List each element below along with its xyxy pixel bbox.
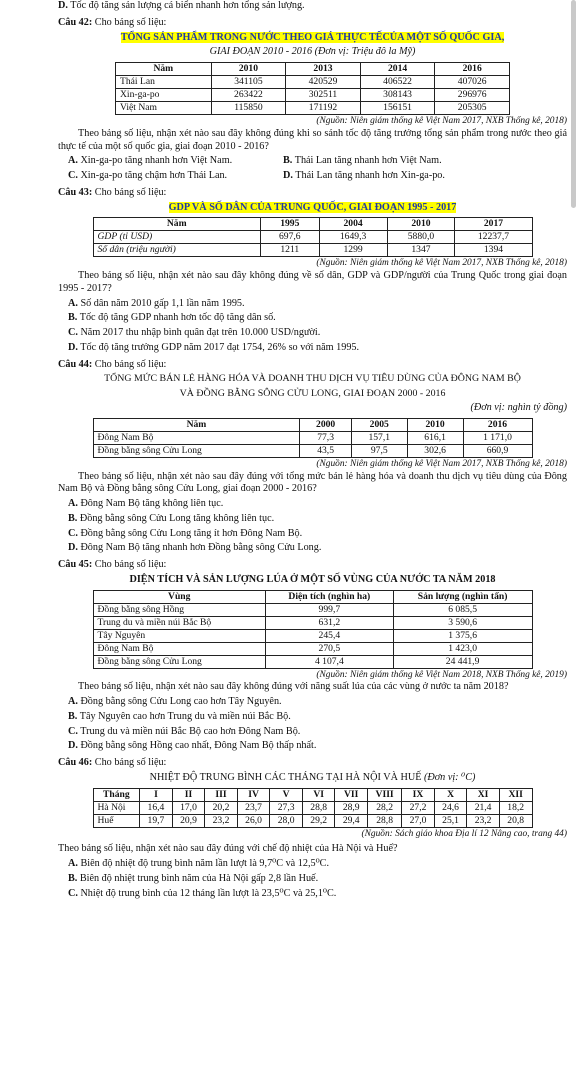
table-header-cell: 2010 bbox=[211, 63, 286, 76]
table-cell: 20,9 bbox=[172, 814, 205, 827]
row-label-cell: Tây Nguyên bbox=[93, 629, 266, 642]
table-header-row bbox=[116, 63, 510, 76]
table-cell: 420529 bbox=[286, 76, 361, 89]
table-source: (Nguồn: Niên giám thống kê Việt Nam 2018, NXB Thống kê, 2019) bbox=[316, 669, 567, 680]
table-cell: 20,8 bbox=[499, 814, 532, 827]
table-cell: 27,0 bbox=[402, 814, 435, 827]
table-cell: 17,0 bbox=[172, 801, 205, 814]
table-source: (Nguồn: Niên giám thống kê Việt Nam 2017, NXB Thống kê, 2018) bbox=[316, 258, 567, 269]
question-intro: Cho bảng số liệu: bbox=[94, 358, 167, 370]
table-cell: 3 590,6 bbox=[393, 616, 532, 629]
question-46 bbox=[58, 757, 567, 770]
table-header-cell: 2014 bbox=[360, 63, 435, 76]
table-header-cell: 2017 bbox=[455, 218, 532, 231]
table-row bbox=[93, 431, 532, 444]
table-row bbox=[116, 89, 510, 102]
table-cell: 999,7 bbox=[266, 603, 394, 616]
table-header-cell: 2016 bbox=[435, 63, 510, 76]
table-row bbox=[93, 655, 532, 668]
table-cell: 270,5 bbox=[266, 642, 394, 655]
row-label-cell: Huế bbox=[93, 814, 140, 827]
row-label-cell: Xin-ga-po bbox=[116, 89, 212, 102]
row-label-cell: Đồng bằng sông Cửu Long bbox=[93, 444, 300, 457]
table-cell: 18,2 bbox=[499, 801, 532, 814]
row-label-cell: Đồng bằng sông Cửu Long bbox=[93, 655, 266, 668]
table-cell: 23,2 bbox=[467, 814, 500, 827]
table-header-cell: X bbox=[434, 788, 467, 801]
table-row bbox=[116, 102, 510, 115]
table-cell: 27,2 bbox=[402, 801, 435, 814]
question-intro: Cho bảng số liệu: bbox=[94, 757, 167, 768]
table-header-cell: II bbox=[172, 788, 205, 801]
row-label-cell: Trung du và miền núi Bắc Bộ bbox=[93, 616, 266, 629]
table-cell: 24,6 bbox=[434, 801, 467, 814]
question-label: Câu 46: bbox=[58, 757, 93, 768]
table-cell: 1394 bbox=[455, 244, 532, 257]
options-row bbox=[58, 155, 567, 168]
table-row bbox=[93, 814, 532, 827]
table-header-cell: V bbox=[270, 788, 303, 801]
option-a[interactable]: A. Số dân năm 2010 gấp 1,1 lần năm 1995. bbox=[68, 297, 245, 309]
table-cell: 6 085,5 bbox=[393, 603, 532, 616]
table-header-row bbox=[93, 590, 532, 603]
table-header-row bbox=[93, 418, 532, 431]
table-title-line-1: TỔNG MỨC BÁN LẺ HÀNG HÓA VÀ DOANH THU DỊCH VỤ TIÊU DÙNG CỦA ĐÔNG NAM BỘ bbox=[104, 373, 521, 385]
table-header-cell: Tháng bbox=[93, 788, 140, 801]
table-cell: 296976 bbox=[435, 89, 510, 102]
table-title: NHIỆT ĐỘ TRUNG BÌNH CÁC THÁNG TẠI HÀ NỘI VÀ HUẾ (Đơn vị: ⁰C) bbox=[149, 771, 476, 783]
table-header-cell: 2000 bbox=[300, 418, 351, 431]
table-cell: 43,5 bbox=[300, 444, 351, 457]
table-row bbox=[93, 629, 532, 642]
table-row bbox=[93, 801, 532, 814]
table-row bbox=[93, 231, 532, 244]
table-cell: 341105 bbox=[211, 76, 286, 89]
question-label: Câu 45: bbox=[58, 559, 93, 570]
rice-area-output-table bbox=[93, 590, 533, 669]
option-a[interactable]: A. Biên độ nhiệt độ trung bình năm lần lượt là 9,7⁰C và 12,5⁰C. bbox=[68, 858, 330, 869]
row-label-cell: Đông Nam Bộ bbox=[93, 431, 300, 444]
table-row bbox=[93, 616, 532, 629]
table-cell: 24 441,9 bbox=[393, 655, 532, 668]
gdp-countries-table bbox=[115, 62, 510, 115]
option-b[interactable]: B. Thái Lan tăng nhanh hơn Việt Nam. bbox=[283, 155, 442, 167]
table-cell: 16,4 bbox=[140, 801, 173, 814]
table-cell: 12237,7 bbox=[455, 231, 532, 244]
table-header-cell: Sản lượng (nghìn tấn) bbox=[393, 590, 532, 603]
table-cell: 263422 bbox=[211, 89, 286, 102]
options-row bbox=[58, 170, 567, 183]
option-d[interactable]: D. Tốc độ tăng trưởng GDP năm 2017 đạt 1754, 26% so với năm 1995. bbox=[68, 341, 360, 353]
table-title: TỔNG SẢN PHẨM TRONG NƯỚC THEO GIÁ THỰC TẾCỦA MỘT SỐ QUỐC GIA, bbox=[120, 31, 505, 43]
table-cell: 97,5 bbox=[351, 444, 407, 457]
question-42 bbox=[58, 17, 567, 30]
row-label-cell: Đông Nam Bộ bbox=[93, 642, 266, 655]
question-stem: Theo bảng số liệu, nhận xét nào sau đây không đúng về số dân, GDP và GDP/người của Trung Quốc trong giai đoạn 1995 - 2017? bbox=[58, 270, 567, 294]
row-label-cell: Hà Nội bbox=[93, 801, 140, 814]
option-b[interactable]: B. Biên độ nhiệt trung bình năm của Hà Nội gấp 2,8 lần Huế. bbox=[68, 872, 319, 884]
table-header-cell: Năm bbox=[116, 63, 212, 76]
table-header-cell: VI bbox=[302, 788, 335, 801]
table-row bbox=[116, 76, 510, 89]
table-cell: 28,8 bbox=[302, 801, 335, 814]
option-c[interactable]: C. Nhiệt độ trung bình của 12 tháng lần lượt là 23,5⁰C và 25,1⁰C. bbox=[68, 887, 337, 899]
table-cell: 171192 bbox=[286, 102, 361, 115]
table-cell: 25,1 bbox=[434, 814, 467, 827]
table-cell: 20,2 bbox=[205, 801, 238, 814]
temperature-table bbox=[93, 788, 533, 828]
table-header-cell: Diện tích (nghìn ha) bbox=[266, 590, 394, 603]
table-cell: 302511 bbox=[286, 89, 361, 102]
table-cell: 302,6 bbox=[407, 444, 463, 457]
option-b[interactable]: B. Tây Nguyên cao hơn Trung du và miền núi Bắc Bộ. bbox=[68, 710, 291, 722]
table-source: (Nguồn: Sách giáo khoa Địa lí 12 Nâng cao, trang 44) bbox=[361, 828, 567, 839]
table-cell: 1347 bbox=[387, 244, 455, 257]
table-cell: 27,3 bbox=[270, 801, 303, 814]
table-cell: 28,2 bbox=[367, 801, 401, 814]
table-header-cell: 2016 bbox=[463, 418, 532, 431]
scrollbar-thumb[interactable] bbox=[571, 0, 576, 208]
option-b[interactable]: B. Đồng bằng sông Cửu Long tăng không liên tục. bbox=[68, 512, 275, 524]
question-intro: Cho bảng số liệu: bbox=[94, 16, 167, 28]
table-header-cell: XI bbox=[467, 788, 500, 801]
question-intro: Cho bảng số liệu: bbox=[94, 559, 167, 570]
retail-revenue-table bbox=[93, 418, 533, 458]
top-line bbox=[58, 0, 567, 13]
row-label-cell: GDP (tỉ USD) bbox=[93, 231, 260, 244]
table-title: GDP VÀ SỐ DÂN CỦA TRUNG QUỐC, GIAI ĐOẠN 1995 - 2017 bbox=[168, 201, 457, 213]
table-row bbox=[93, 244, 532, 257]
question-label: Câu 43: bbox=[58, 186, 93, 198]
row-label-cell: Đồng bằng sông Hồng bbox=[93, 603, 266, 616]
table-source: (Nguồn: Niên giám thống kê Việt Nam 2017, NXB Thống kê, 2018) bbox=[316, 116, 567, 126]
option-c[interactable]: C. Năm 2017 thu nhập bình quân đạt trên 10.000 USD/người. bbox=[68, 327, 321, 338]
table-subtitle: GIAI ĐOẠN 2010 - 2016 (Đơn vị: Triệu đô la Mỹ) bbox=[209, 46, 416, 58]
option-c[interactable]: C. Đồng bằng sông Cửu Long tăng ít hơn Đông Nam Bộ. bbox=[68, 527, 303, 539]
table-cell: 4 107,4 bbox=[266, 655, 394, 668]
row-label-cell: Thái Lan bbox=[116, 76, 212, 89]
table-cell: 19,7 bbox=[140, 814, 173, 827]
table-row bbox=[93, 444, 532, 457]
row-label-cell: Việt Nam bbox=[116, 102, 212, 115]
table-row bbox=[93, 642, 532, 655]
table-cell: 616,1 bbox=[407, 431, 463, 444]
table-unit: (Đơn vị: ⁰C) bbox=[424, 771, 476, 783]
question-label: Câu 42: bbox=[58, 16, 93, 28]
table-cell: 23,2 bbox=[205, 814, 238, 827]
table-header-cell: VII bbox=[335, 788, 368, 801]
table-cell: 115850 bbox=[211, 102, 286, 115]
option-d[interactable]: D. Đồng bằng sông Hồng cao nhất, Đông Nam Bộ thấp nhất. bbox=[68, 740, 317, 752]
table-cell: 1211 bbox=[260, 244, 319, 257]
option-a[interactable]: A. Đông Nam Bộ tăng không liên tục. bbox=[68, 498, 224, 509]
table-header-cell: III bbox=[205, 788, 238, 801]
table-cell: 5880,0 bbox=[387, 231, 455, 244]
option-a[interactable]: A. Xin-ga-po tăng nhanh hơn Việt Nam. bbox=[68, 155, 233, 167]
table-title-line-2: VÀ ĐỒNG BẰNG SÔNG CỬU LONG, GIAI ĐOẠN 2000 - 2016 bbox=[179, 387, 446, 399]
table-cell: 1299 bbox=[319, 244, 387, 257]
option-key: D. bbox=[58, 0, 68, 11]
table-header-cell: Vùng bbox=[93, 590, 266, 603]
table-cell: 29,2 bbox=[302, 814, 335, 827]
table-header-cell: I bbox=[140, 788, 173, 801]
option-c[interactable]: C. Xin-ga-po tăng chậm hơn Thái Lan. bbox=[68, 170, 228, 181]
option-d[interactable]: D. Đông Nam Bộ tăng nhanh hơn Đồng bằng sông Cửu Long. bbox=[68, 542, 322, 554]
table-cell: 308143 bbox=[360, 89, 435, 102]
table-cell: 1 171,0 bbox=[463, 431, 532, 444]
table-cell: 21,4 bbox=[467, 801, 500, 814]
table-cell: 28,8 bbox=[367, 814, 401, 827]
table-cell: 77,3 bbox=[300, 431, 351, 444]
question-44 bbox=[58, 359, 567, 372]
table-cell: 26,0 bbox=[237, 814, 270, 827]
table-cell: 156151 bbox=[360, 102, 435, 115]
table-header-cell: 2005 bbox=[351, 418, 407, 431]
table-source: (Nguồn: Niên giám thống kê Việt Nam 2017, NXB Thống kê, 2018) bbox=[316, 458, 567, 469]
table-row bbox=[93, 603, 532, 616]
table-header-row bbox=[93, 218, 532, 231]
table-header-cell: Năm bbox=[93, 418, 300, 431]
table-cell: 631,2 bbox=[266, 616, 394, 629]
question-45 bbox=[58, 559, 567, 572]
table-cell: 23,7 bbox=[237, 801, 270, 814]
option-d[interactable]: D. Thái Lan tăng nhanh hơn Xin-ga-po. bbox=[283, 170, 445, 181]
table-cell: 205305 bbox=[435, 102, 510, 115]
table-header-cell: Năm bbox=[93, 218, 260, 231]
table-cell: 660,9 bbox=[463, 444, 532, 457]
table-header-cell: VIII bbox=[367, 788, 401, 801]
row-label-cell: Số dân (triệu người) bbox=[93, 244, 260, 257]
table-cell: 157,1 bbox=[351, 431, 407, 444]
table-cell: 29,4 bbox=[335, 814, 368, 827]
option-a[interactable]: A. Đồng bằng sông Cửu Long cao hơn Tây Nguyên. bbox=[68, 696, 282, 707]
table-cell: 1 375,6 bbox=[393, 629, 532, 642]
table-cell: 28,9 bbox=[335, 801, 368, 814]
table-header-cell: 2010 bbox=[387, 218, 455, 231]
option-c[interactable]: C. Trung du và miền núi Bắc Bộ cao hơn Đông Nam Bộ. bbox=[68, 725, 301, 737]
table-header-cell: 1995 bbox=[260, 218, 319, 231]
table-header-cell: 2004 bbox=[319, 218, 387, 231]
table-header-cell: IV bbox=[237, 788, 270, 801]
table-unit: (Đơn vị: nghìn tỷ đồng) bbox=[470, 402, 567, 413]
table-cell: 1649,3 bbox=[319, 231, 387, 244]
question-43 bbox=[58, 187, 567, 200]
table-header-cell: XII bbox=[499, 788, 532, 801]
question-intro: Cho bảng số liệu: bbox=[94, 186, 167, 198]
option-text: Tốc độ tăng sản lượng cá biển nhanh hơn tổng sản lượng. bbox=[70, 0, 305, 11]
table-cell: 245,4 bbox=[266, 629, 394, 642]
table-title: DIỆN TÍCH VÀ SẢN LƯỢNG LÚA Ở MỘT SỐ VÙNG CỦA NƯỚC TA NĂM 2018 bbox=[129, 573, 496, 585]
option-b[interactable]: B. Tốc độ tăng GDP nhanh hơn tốc độ tăng dân số. bbox=[68, 312, 276, 324]
table-header-cell: 2010 bbox=[407, 418, 463, 431]
table-cell: 1 423,0 bbox=[393, 642, 532, 655]
table-header-cell: 2013 bbox=[286, 63, 361, 76]
question-stem: Theo bảng số liệu, nhận xét nào sau đây đúng với tổng mức bán lẻ hàng hóa và doanh thu dịch vụ tiêu dùng của Đông Nam Bộ và Đồng bằng sông Cửu Long, giai đoạn 2000 - 2016? bbox=[58, 470, 567, 495]
table-cell: 407026 bbox=[435, 76, 510, 89]
question-stem: Theo bảng số liệu, nhận xét nào sau đây đúng với chế độ nhiệt của Hà Nội và Huế? bbox=[58, 843, 398, 855]
china-gdp-population-table bbox=[93, 217, 533, 257]
table-cell: 406522 bbox=[360, 76, 435, 89]
question-label: Câu 44: bbox=[58, 358, 93, 370]
table-cell: 28,0 bbox=[270, 814, 303, 827]
question-stem: Theo bảng số liệu, nhận xét nào sau đây không đúng với năng suất lúa của các vùng ở nước ta năm 2018? bbox=[78, 681, 509, 693]
table-cell: 697,6 bbox=[260, 231, 319, 244]
table-header-cell: IX bbox=[402, 788, 435, 801]
table-header-row bbox=[93, 788, 532, 801]
question-stem: Theo bảng số liệu, nhận xét nào sau đây không đúng khi so sánh tốc độ tăng trưởng tổng sản phẩm trong nước theo giá thực tế của một số quốc gia, giai đoạn 2010 - 2016? bbox=[58, 127, 567, 152]
